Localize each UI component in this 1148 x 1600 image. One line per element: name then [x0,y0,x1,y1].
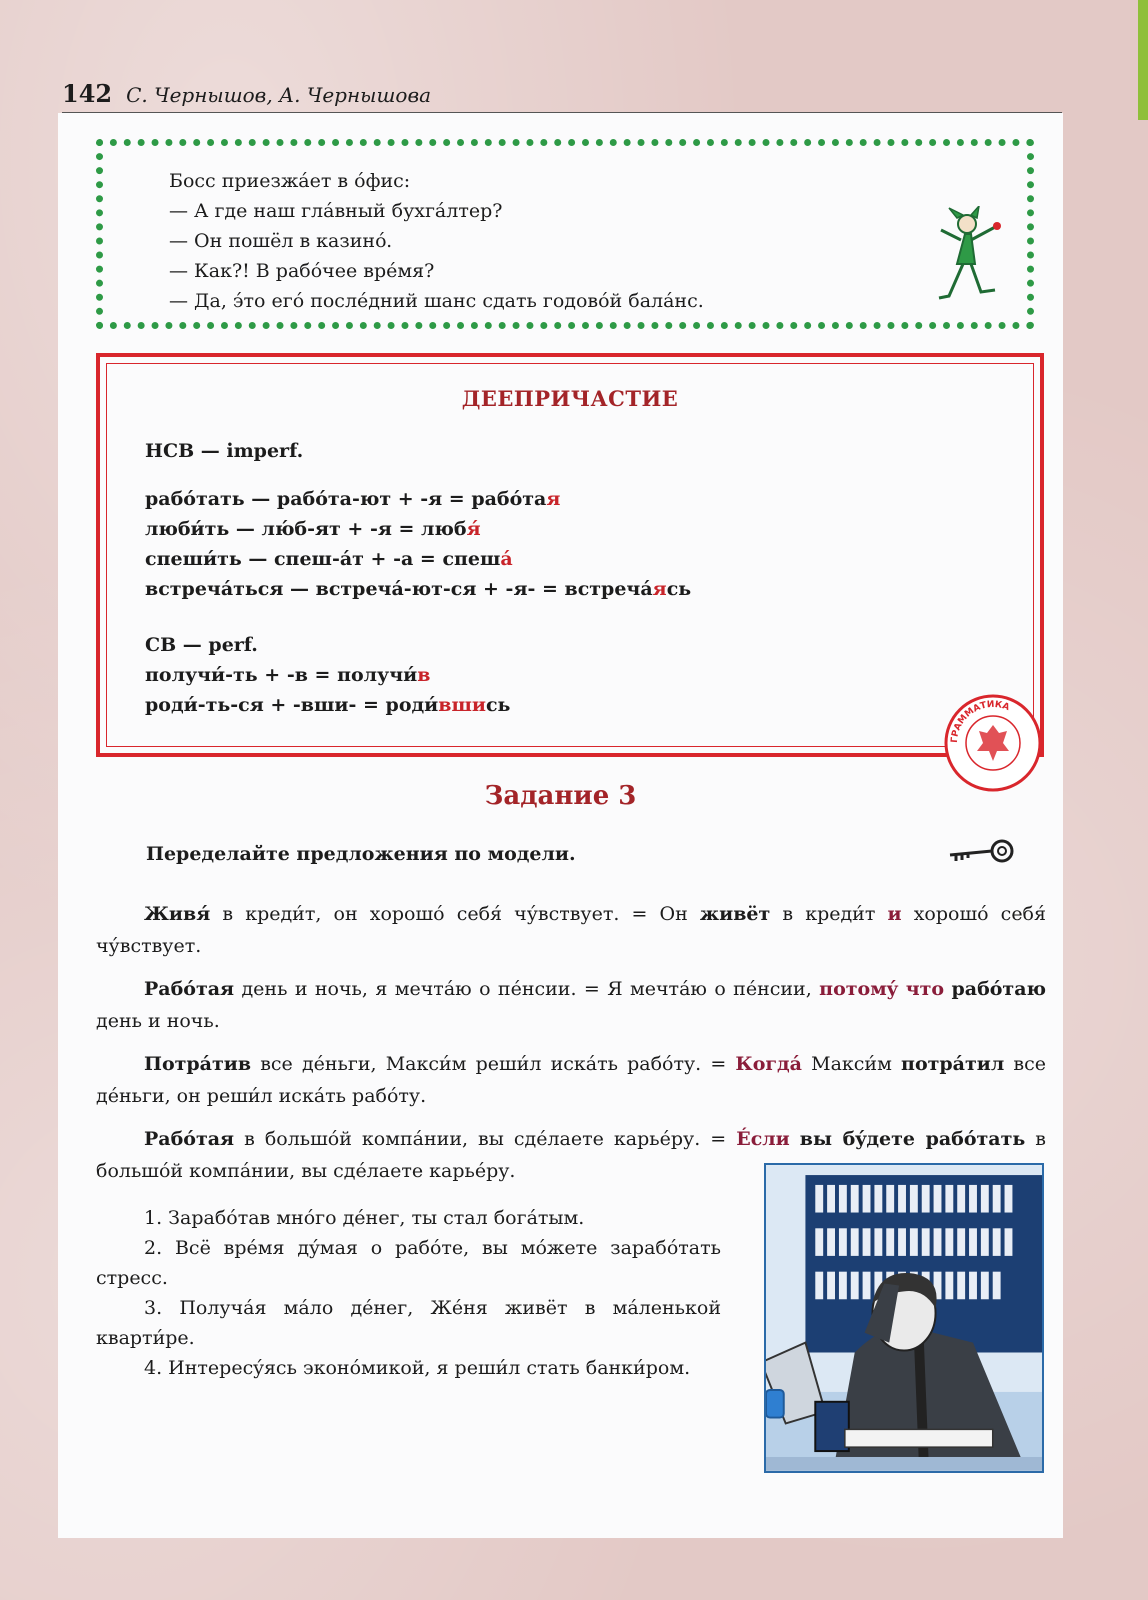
sentence-text: в большóй компáнии, вы сдéлаете карьéру. [96,1128,1047,1182]
bold-verb: Рабóтая [144,978,235,1000]
bold-verb: Рабóтая [144,1128,235,1150]
bold-verb: Потрáтив [144,1053,252,1075]
jester-icon [935,206,1005,316]
grammar-row: роди́-ть-ся + -вши- = роди́вшись [145,694,511,716]
perf-rows [145,630,510,720]
imperf-label: НСВ — imperf. [145,440,304,462]
exercise-item: 1. Зарабóтав мнóго дéнег, ты стал богáтым. [144,1207,585,1229]
bold-verb: потрáтил [901,1053,1005,1075]
sentence-text: хорошó себя́ чу́вствует. [96,903,1046,957]
authors: С. Чернышов, А. Чернышова [126,83,432,107]
joke-line: — Да, э́то егó послéдний шанс сдать годовóй балáнс. [169,290,704,312]
joke-line: — А где наш глáвный бухгáлтер? [169,200,503,222]
imperf-rows [145,484,691,604]
task-title: Задание 3 [484,781,637,811]
bold-verb: живёт [699,903,771,925]
grammar-stamp-icon [943,693,1043,793]
sentence-text [790,1128,800,1150]
highlighted-conjunction: Éсли [736,1128,790,1150]
grammar-row: спеши́ть — спеш-áт + -а = спешá [145,548,513,570]
page-sheet [58,113,1063,1538]
sentence-text: все дéньги, он реши́л искáть рабóту. [96,1053,1047,1107]
page-number: 142 [62,79,113,108]
grammar-row: люби́ть — лю́б-ят + -я = любя́ [145,518,481,540]
sentence-text: день и ночь. [96,1010,220,1032]
exercise-item: 4. Интересýясь эконóмикой, я реши́л стать банки́ром. [144,1357,691,1379]
sentence-text: все дéньги, Макси́м реши́л искáть рабóту. = [251,1053,736,1075]
grammar-box [96,353,1044,757]
joke-line: — Он пошёл в казинó. [169,230,393,252]
sentence-text: в большóй компáнии, вы сдéлаете карьéру. = [234,1128,737,1150]
task-instruction: Переделайте предложения по модели. [146,843,576,865]
joke-line: Босс приезжáет в óфис: [169,170,411,192]
bold-verb: Живя́ [144,903,211,925]
grammar-row: встречáться — встречá-ют-ся + -я- = встречáясь [145,578,692,600]
model-examples [96,898,1046,1198]
model-example-sentence [96,898,1046,962]
sentence-text: Макси́м [801,1053,902,1075]
sentence-text: день и ночь, я мечтáю о пéнсии. = Я мечтáю о пéнсии, [234,978,820,1000]
highlighted-conjunction: и [887,903,902,925]
grammar-title: ДЕЕПРИЧАСТИЕ [461,386,679,411]
exercise-list [96,1203,721,1383]
svg-text:ГРАММАТИКА: ГРАММАТИКА [949,699,1011,744]
model-example-sentence [96,973,1046,1037]
sentence-text: в креди́т [770,903,888,925]
grammar-row: получи́-ть + -в = получи́в [145,664,431,686]
imperf-label-block [145,436,303,466]
perf-label: СВ — perf. [145,634,258,656]
grammar-box-inner-border [106,363,1034,747]
model-example-sentence [96,1048,1046,1112]
joke-line: — Как?! В рабóчее врéмя? [169,260,435,282]
key-icon [946,835,1016,867]
joke-box [96,139,1034,329]
page-header [62,78,1062,113]
exercise-item: 2. Всё врéмя дýмая о рабóте, вы мóжете зарабóтать стресс. [96,1237,721,1289]
tired-office-worker-illustration [764,1163,1044,1473]
bold-verb: вы бýдете рабóтать [799,1128,1026,1150]
sentence-text: в креди́т, он хорошó себя́ чу́вствует. = Он [210,903,700,925]
bold-verb: рабóтаю [951,978,1046,1000]
joke-text [169,166,704,316]
exercise-item: 3. Получáя мáло дéнег, Жéня живёт в мáленькой кварти́ре. [96,1297,721,1349]
green-edge-decoration [1138,0,1148,120]
grammar-row: рабóтать — рабóта-ют + -я = рабóтая [145,488,561,510]
highlighted-conjunction: потомý что [819,978,945,1000]
highlighted-conjunction: Когдá [735,1053,802,1075]
